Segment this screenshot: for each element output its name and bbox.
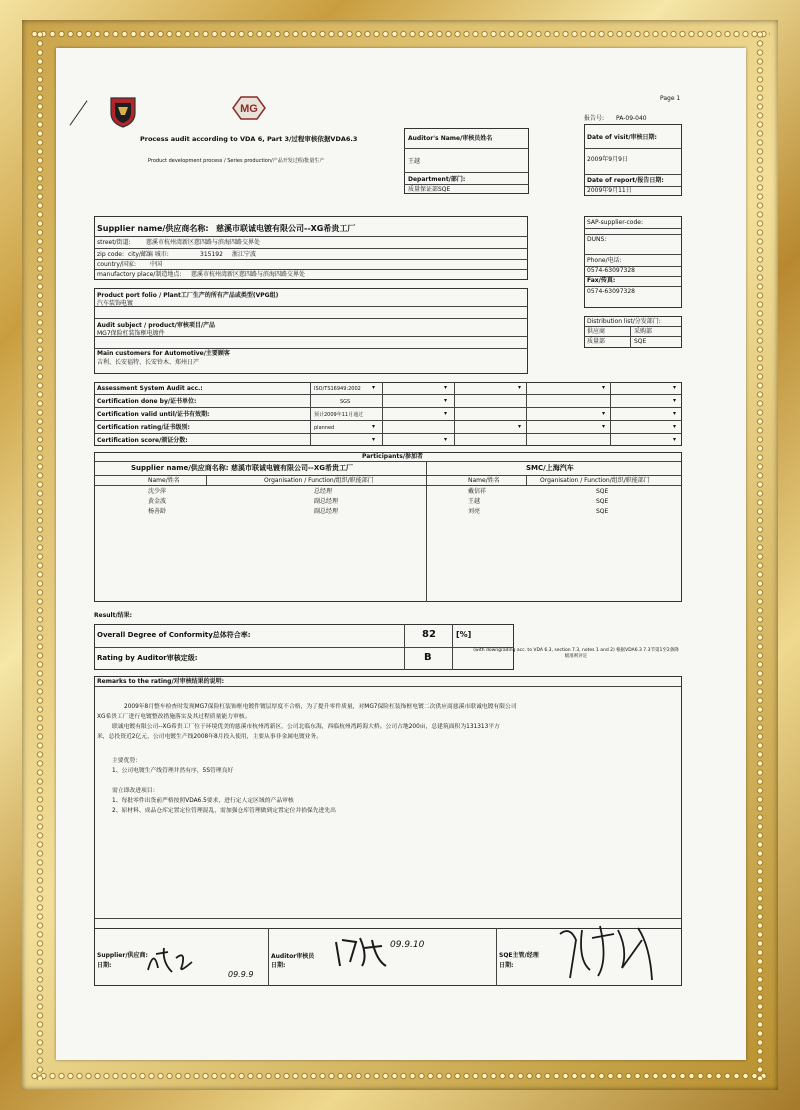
dropdown-arrow-icon[interactable]: ▾ — [673, 410, 677, 417]
result-label: Result/结果: — [94, 612, 133, 619]
divider — [94, 475, 682, 476]
report-date-label: Date of report/报告日期: — [587, 177, 664, 184]
sqe-date-label: 日期: — [499, 962, 514, 969]
divider — [404, 148, 529, 149]
participants-supplier-title: Supplier name/供应商名称: 慈溪市联诚电镀有限公司--XG希贵工厂 — [131, 464, 353, 472]
divider — [94, 306, 528, 307]
audit-report-page — [56, 48, 746, 1060]
rating-label: Rating by Auditor审核定级: — [97, 654, 198, 662]
dropdown-arrow-icon[interactable]: ▾ — [372, 423, 376, 430]
remarks-label: Remarks to the rating/对审核结果的说明: — [97, 678, 225, 685]
remarks-paragraph: 2009年8月整车检查时发现MG7保险杠装饰框电镀件镀层厚度不合格，为了提升零件质量，对MG7保险杠装饰框电镀二次供应商慈溪市联诚电镀有限公司 — [124, 704, 517, 710]
dropdown-arrow-icon[interactable]: ▾ — [602, 423, 606, 430]
distribution-cell: 采购部 — [634, 328, 653, 335]
supplier-name: 慈溪市联诚电镀有限公司--XG希贵工厂 — [216, 224, 356, 233]
divider — [584, 228, 682, 229]
dropdown-arrow-icon[interactable]: ▾ — [602, 410, 606, 417]
supplier-name-label: Supplier name/供应商名称: — [97, 224, 209, 233]
visit-date: 2009年9月9日 — [587, 156, 628, 163]
report-no-label: 报告号: — [584, 115, 605, 122]
improvement-item: 1、每批零件出货前严格按照VDA6.5要求，进行定人定区域的产品审核 — [112, 798, 294, 804]
frame-beads-left — [36, 30, 44, 1080]
dropdown-arrow-icon[interactable]: ▾ — [518, 423, 522, 430]
frame-beads-top — [30, 30, 770, 38]
country-label: country/国家: — [97, 261, 136, 268]
divider — [94, 248, 528, 249]
dropdown-arrow-icon[interactable]: ▾ — [518, 384, 522, 391]
customers-label: Main customers for Automotive/主要顾客 — [97, 350, 230, 357]
divider — [94, 433, 682, 434]
divider — [94, 236, 528, 237]
country-value: 中国 — [150, 261, 163, 268]
participant-function: SQE — [596, 498, 609, 505]
zip-label: zip code: — [97, 251, 125, 258]
advantage-item: 1、公司电镀生产线管理井然有序，5S管理良好 — [112, 768, 234, 774]
divider — [268, 928, 269, 986]
dropdown-arrow-icon[interactable]: ▾ — [444, 384, 448, 391]
frame-beads-right — [756, 30, 764, 1080]
supplier-date-label: 日期: — [97, 962, 112, 969]
participant-function: 副总经理 — [314, 508, 339, 515]
manufactory-place-value: 慈溪市杭州湾新区慈四路与滨海四路交界处 — [191, 271, 306, 278]
divider — [584, 148, 682, 149]
supplier-signature-label: Supplier/供应商: — [97, 952, 148, 959]
cert-row-label: Certification score/颁证分数: — [97, 437, 188, 444]
sqe-signature-label: SQE主管/经理 — [499, 952, 539, 959]
function-column-header: Organisation / Function/组织/职能部门 — [540, 477, 650, 484]
distribution-cell: SQE — [634, 338, 647, 345]
rover-logo-icon — [108, 95, 138, 129]
divider — [94, 647, 514, 648]
advantages-title: 主要优势： — [112, 758, 141, 764]
function-column-header: Organisation / Function/组织/职能部门 — [264, 477, 374, 484]
cert-row-value: ISO/TS16949:2002 — [314, 386, 361, 392]
svg-text:MG: MG — [240, 103, 258, 115]
dropdown-arrow-icon[interactable]: ▾ — [673, 397, 677, 404]
participants-title: Participants/参加者 — [362, 453, 424, 460]
supplier-signature-date: 09.9.9 — [228, 970, 254, 979]
divider — [94, 259, 528, 260]
participant-name: 刘亮 — [468, 508, 481, 515]
divider — [94, 686, 682, 687]
dropdown-arrow-icon[interactable]: ▾ — [673, 436, 677, 443]
divider — [94, 269, 528, 270]
divider — [630, 326, 631, 348]
divider — [610, 382, 611, 446]
participant-function: 总经理 — [314, 488, 333, 495]
manufactory-place-label: manufactory place/制造地点: — [97, 271, 182, 278]
cert-row-label: Certification done by/证书单位: — [97, 398, 197, 405]
divider — [94, 918, 682, 919]
report-date: 2009年9月11日 — [587, 187, 632, 194]
dropdown-arrow-icon[interactable]: ▾ — [673, 423, 677, 430]
street-value: 慈溪市杭州湾新区慈四路与滨海四路交界处 — [146, 239, 261, 246]
conformity-value: 82 — [422, 629, 436, 640]
auditor-name-label: Auditor's Name/审核员姓名 — [408, 135, 493, 142]
divider — [584, 234, 682, 235]
distribution-label: Distribution list/分发部门: — [587, 318, 661, 325]
participant-function: 副总经理 — [314, 498, 339, 505]
distribution-cell: 质量部 — [587, 338, 606, 345]
divider — [584, 174, 682, 175]
auditor-signature-date: 09.9.10 — [390, 940, 425, 950]
name-column-header: Name/姓名 — [468, 477, 500, 484]
divider — [584, 326, 682, 327]
remarks-paragraph: 联诚电镀有限公司--XG希贵工厂位于环境优美的慈溪市杭州湾新区，公司北临东海，西临杭州湾跨海大桥。公司占地200亩，总建筑面积为131313平方 — [112, 724, 500, 730]
auditor-date-label: 日期: — [271, 962, 286, 969]
conformity-unit: [%] — [456, 630, 472, 639]
dropdown-arrow-icon[interactable]: ▾ — [444, 436, 448, 443]
supplier-signature — [142, 940, 222, 980]
cert-row-value: SGS — [340, 399, 351, 405]
cert-row-value: 预计2009年11月通过 — [314, 412, 364, 418]
phone-value: 0574-63097328 — [587, 267, 635, 274]
dropdown-arrow-icon[interactable]: ▾ — [602, 384, 606, 391]
auditor-signature-label: Auditor审核员 — [271, 953, 315, 960]
dropdown-arrow-icon[interactable]: ▾ — [444, 397, 448, 404]
divider — [496, 928, 497, 986]
divider — [584, 336, 682, 337]
document-title: Process audit according to VDA 6, Part 3/过程审核依据VDA6.3 — [140, 135, 358, 143]
divider — [584, 286, 682, 287]
department-value: 质量保证部SQE — [408, 186, 451, 193]
sap-code-label: SAP-supplier-code: — [587, 219, 643, 226]
frame-beads-bottom — [30, 1072, 770, 1080]
divider — [526, 475, 527, 485]
dropdown-arrow-icon[interactable]: ▾ — [372, 436, 376, 443]
pen-mark — [69, 100, 87, 125]
report-no: PA-09-040 — [616, 115, 647, 122]
sqe-signature — [552, 920, 662, 986]
auditor-name: 王越 — [408, 158, 421, 165]
street-label: street/街道: — [97, 239, 131, 246]
dropdown-arrow-icon[interactable]: ▾ — [372, 384, 376, 391]
divider — [94, 461, 682, 462]
cert-row-value: planned — [314, 425, 335, 431]
name-column-header: Name/姓名 — [148, 477, 180, 484]
divider — [94, 348, 528, 349]
conformity-label: Overall Degree of Conformity总体符合率: — [97, 631, 251, 639]
downgrading-note: (with downgrading acc. to VDA 6.3, section 7.3, notes 1 and 2) 根据VDA6.3 7.3节第1至2条降级准则评定 — [473, 648, 679, 659]
divider — [584, 254, 682, 255]
zip-value: 315192 — [200, 251, 223, 258]
document-subtitle: Product development process / Series production/产品开发过程/批量生产 — [148, 158, 325, 164]
divider — [526, 382, 527, 446]
divider — [94, 394, 682, 395]
distribution-cell: 供应商 — [587, 328, 606, 335]
divider — [310, 382, 311, 446]
participant-name: 沈少萍 — [148, 488, 167, 495]
cert-row-label: Assessment System Audit acc.: — [97, 385, 203, 392]
improvements-title: 需立即改进项目： — [112, 788, 159, 794]
dropdown-arrow-icon[interactable]: ▾ — [673, 384, 677, 391]
participants-smc-title: SMC/上海汽车 — [526, 464, 574, 472]
divider — [404, 172, 529, 173]
customers-value: 吉利、长安福特、长安铃木、郑州日产 — [97, 359, 200, 366]
mg-logo-icon — [232, 95, 266, 121]
portfolio-label: Product port folio / Plant工厂生产的所有产品或类型(VPG组) — [97, 292, 279, 299]
remarks-paragraph: 米，总投资近2亿元，公司电镀生产线2008年8月投入使用，主要从事非金属电镀业务。 — [97, 734, 323, 740]
divider — [94, 485, 682, 486]
auditor-signature — [332, 932, 392, 972]
department-label: Department/部门: — [408, 176, 466, 183]
cert-row-label: Certification valid until/证书有效期: — [97, 411, 210, 418]
participant-name: 王越 — [468, 498, 481, 505]
divider — [206, 475, 207, 485]
divider — [404, 184, 529, 185]
divider — [426, 461, 427, 602]
audit-subject-value: MG7保险杠装饰框电镀件 — [97, 330, 165, 337]
divider — [452, 624, 453, 670]
improvement-item: 2、原材料、成品仓库定置定位管理混乱，需加强仓库管理做到定置定位并拾保先进先出 — [112, 808, 336, 814]
participant-function: SQE — [596, 508, 609, 515]
fax-value: 0574-63097328 — [587, 288, 635, 295]
cert-row-label: Certification rating/证书级别: — [97, 424, 190, 431]
city-value: 浙江宁波 — [232, 251, 257, 258]
visit-date-label: Date of visit/审核日期: — [587, 134, 657, 141]
remarks-paragraph: XG希贵工厂进行电镀整改措施落实及其过程质量能力审核。 — [97, 714, 251, 720]
participant-name: 黄金波 — [148, 498, 167, 505]
duns-label: DUNS: — [587, 236, 607, 243]
audit-subject-label: Audit subject / product/审核项目/产品 — [97, 322, 216, 329]
participant-name: 戴信祥 — [468, 488, 487, 495]
participant-name: 杨善龄 — [148, 508, 167, 515]
divider — [454, 382, 455, 446]
divider — [94, 420, 682, 421]
city-label: city/邮编 城市: — [128, 251, 169, 258]
portfolio-value: 汽车装饰电镀 — [97, 300, 134, 307]
divider — [404, 624, 405, 670]
rating-value: B — [424, 652, 432, 663]
page-number: Page 1 — [660, 95, 681, 102]
participant-function: SQE — [596, 488, 609, 495]
fax-label: Fax/传真: — [587, 277, 616, 284]
divider — [94, 407, 682, 408]
phone-label: Phone/电话: — [587, 257, 622, 264]
divider — [382, 382, 383, 446]
divider — [94, 318, 528, 319]
dropdown-arrow-icon[interactable]: ▾ — [444, 410, 448, 417]
